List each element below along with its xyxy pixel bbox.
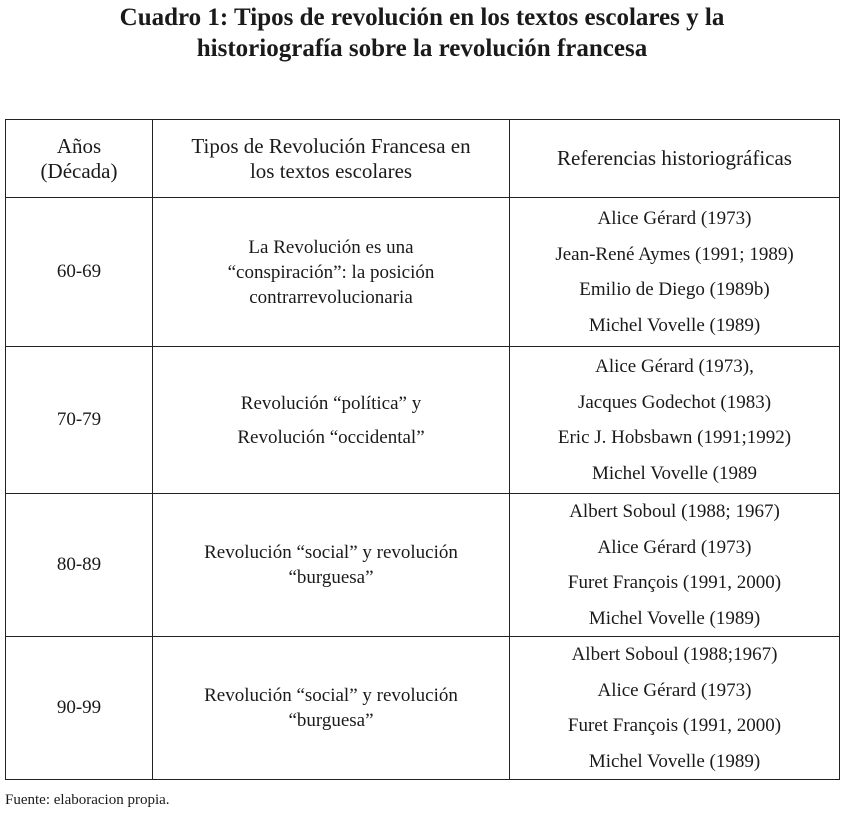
- reference-item: Michel Vovelle (1989): [588, 607, 761, 629]
- table-row: [6, 637, 840, 780]
- row-types-line: Revolución “social” y revolución: [204, 542, 458, 563]
- reference-item: Alice Gérard (1973),: [595, 356, 754, 377]
- reference-item: Jean-René Aymes (1991; 1989): [555, 243, 794, 265]
- row-refs: [510, 637, 840, 780]
- reference-item: Furet François (1991, 2000): [567, 715, 782, 736]
- reference-item: Alice Gérard (1973): [597, 536, 752, 558]
- row-refs: [510, 198, 840, 347]
- table-title: [0, 2, 844, 64]
- row-types-line: “conspiración”: la posición: [227, 261, 435, 283]
- row-types-line: “burguesa”: [288, 567, 374, 588]
- header-years: [6, 120, 153, 198]
- reference-item: Jacques Godechot (1983): [577, 391, 772, 413]
- header-refs-label: Referencias historiográficas: [557, 146, 792, 170]
- row-years: 60-69: [6, 198, 153, 347]
- row-types-line: “burguesa”: [288, 710, 374, 731]
- row-types: [153, 198, 510, 347]
- reference-item: Michel Vovelle (1989): [588, 750, 761, 772]
- header-years-line-1: Años: [56, 133, 102, 158]
- header-years-line-2: (Década): [40, 158, 118, 183]
- row-types: [153, 637, 510, 780]
- row-types-line: contrarrevolucionaria: [249, 286, 413, 308]
- table-row: [6, 494, 840, 637]
- table-title-line-1: Cuadro 1: Tipos de revolución en los textos escolares y la: [119, 4, 725, 31]
- row-years: 70-79: [6, 347, 153, 494]
- reference-item: Michel Vovelle (1989): [588, 314, 761, 336]
- row-years: 80-89: [6, 494, 153, 637]
- row-types-line: Revolución “política” y: [240, 392, 422, 414]
- header-refs: [510, 120, 840, 198]
- row-types-line: Revolución “occidental”: [237, 426, 425, 448]
- reference-item: Emilio de Diego (1989b): [579, 279, 770, 300]
- reference-item: Albert Soboul (1988;1967): [571, 644, 778, 665]
- row-types-line: Revolución “social” y revolución: [204, 685, 458, 706]
- row-types-line: La Revolución es una: [248, 236, 414, 258]
- reference-item: Furet François (1991, 2000): [567, 572, 782, 593]
- source-note: Fuente: elaboracion propia.: [5, 792, 170, 808]
- reference-item: Alice Gérard (1973): [597, 679, 752, 701]
- reference-item: Eric J. Hobsbawn (1991;1992): [557, 427, 792, 448]
- table-header-row: [6, 120, 840, 198]
- row-years: 90-99: [6, 637, 153, 780]
- revolution-types-table: [5, 119, 840, 780]
- header-types-line-1: Tipos de Revolución Francesa en: [191, 133, 471, 158]
- table-row: [6, 198, 840, 347]
- reference-item: Michel Vovelle (1989: [592, 462, 757, 484]
- reference-item: Albert Soboul (1988; 1967): [569, 501, 780, 522]
- row-types: [153, 347, 510, 494]
- row-types: [153, 494, 510, 637]
- table-row: [6, 347, 840, 494]
- row-refs: [510, 494, 840, 637]
- header-types: [153, 120, 510, 198]
- row-refs: [510, 347, 840, 494]
- table-title-line-2: historiografía sobre la revolución francesa: [196, 35, 648, 62]
- reference-item: Alice Gérard (1973): [597, 208, 752, 229]
- header-types-line-2: los textos escolares: [249, 158, 413, 183]
